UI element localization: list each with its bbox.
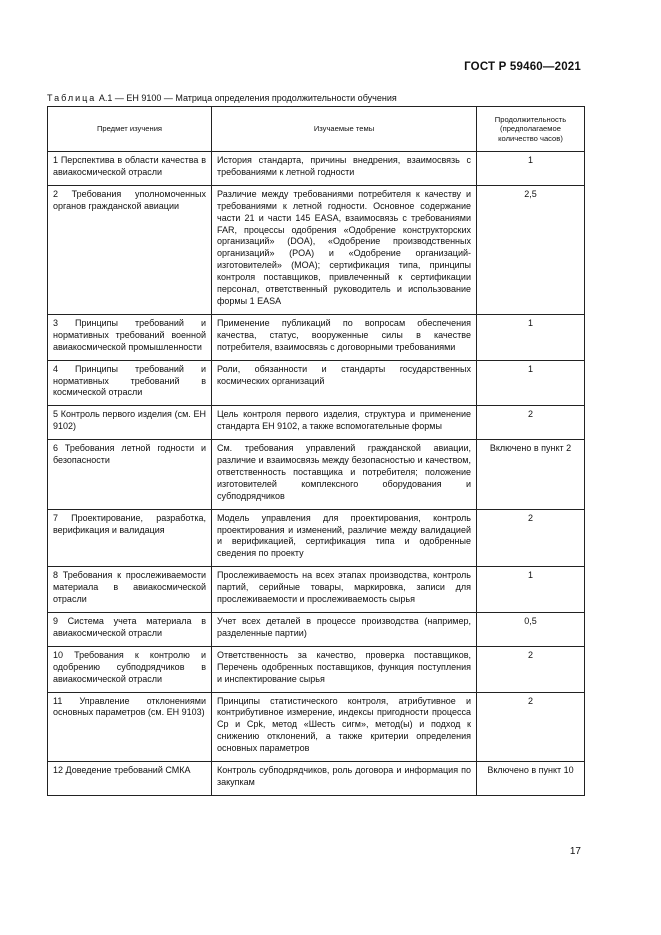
table-row	[48, 152, 585, 186]
table-row	[48, 613, 585, 647]
subject-cell: 11 Управление отклонениями основных параметров (см. ЕН 9103)	[48, 692, 212, 762]
table-caption	[47, 93, 397, 103]
topics-cell: См. требования управлений гражданской авиации, различие и взаимосвязь между безопасностью и качеством, ответственность поставщика и потребителя; положение изготовителей комплексного оборудования и субподрядчиков	[212, 440, 477, 510]
table-row	[48, 406, 585, 440]
subject-cell: 1 Перспектива в области качества в авиакосмической отрасли	[48, 152, 212, 186]
subject-cell: 10 Требования к контролю и одобрению субподрядчиков в авиакосмической отрасли	[48, 646, 212, 692]
table-row	[48, 185, 585, 314]
table-row	[48, 646, 585, 692]
page-number: 17	[569, 846, 581, 857]
table-body	[48, 152, 585, 796]
subject-cell: 12 Доведение требований СМКА	[48, 762, 212, 796]
table-row	[48, 360, 585, 406]
hours-cell: 1	[477, 314, 585, 360]
topics-cell: Ответственность за качество, проверка поставщиков, Перечень одобренных поставщиков, функция поступления и инспектирование сырья	[212, 646, 477, 692]
hours-cell: 0,5	[477, 613, 585, 647]
table-row	[48, 509, 585, 567]
topics-cell: Роли, обязанности и стандарты государственных космических организаций	[212, 360, 477, 406]
subject-cell: 4 Принципы требований и нормативных требований в космической отрасли	[48, 360, 212, 406]
subject-cell: 2 Требования уполномоченных органов гражданской авиации	[48, 185, 212, 314]
hours-cell: 2	[477, 509, 585, 567]
column-header-subject: Предмет изучения	[48, 107, 212, 152]
subject-cell: 3 Принципы требований и нормативных требований военной авиакосмической промышленности	[48, 314, 212, 360]
hours-cell: Включено в пункт 2	[477, 440, 585, 510]
topics-cell: Прослеживаемость на всех этапах производства, контроль партий, серийные товары, маркировка, записи для прослеживаемости и прослеживаемость сырья	[212, 567, 477, 613]
subject-cell: 6 Требования летной годности и безопасности	[48, 440, 212, 510]
subject-cell: 9 Система учета материала в авиакосмической отрасли	[48, 613, 212, 647]
table-row	[48, 762, 585, 796]
table-header-row	[48, 107, 585, 152]
topics-cell: Принципы статистического контроля, атрибутивное и контрибутивное измерение, индексы пригодности процесса Ср и Срk, метод «Шесть сигм», метод(ы) и подход к снижению отклонений, а также критерии определения основных параметров	[212, 692, 477, 762]
training-matrix-table	[47, 106, 585, 796]
caption-text: А.1 — ЕН 9100 — Матрица определения продолжительности обучения	[98, 93, 397, 103]
table-row	[48, 440, 585, 510]
topics-cell: Цель контроля первого изделия, структура и применение стандарта ЕН 9102, а также вспомогательные формы	[212, 406, 477, 440]
topics-cell: История стандарта, причины внедрения, взаимосвязь с требованиями к летной годности	[212, 152, 477, 186]
table-row	[48, 567, 585, 613]
topics-cell: Различие между требованиями потребителя к качеству и требованиями к летной годности. Основное содержание части 21 и части 145 EASA, взаимосвязь с требованиями FAR, процессы одобрения «Одобрение конструкторских организаций» (DOA), «Одобрение производственных организаций» (POA) и «Одобрение организаций-изготовителей» (MOA); сертификация типа, принципы контроля поставщиков, привлеченный к сертификации персонал, ответственный руководитель и использование формы 1 EASA	[212, 185, 477, 314]
subject-cell: 7 Проектирование, разработка, верификация и валидация	[48, 509, 212, 567]
hours-cell: 2	[477, 646, 585, 692]
hours-cell: 2,5	[477, 185, 585, 314]
hours-cell: 1	[477, 567, 585, 613]
topics-cell: Учет всех деталей в процессе производства (например, разделенные партии)	[212, 613, 477, 647]
subject-cell: 5 Контроль первого изделия (см. ЕН 9102)	[48, 406, 212, 440]
topics-cell: Применение публикаций по вопросам обеспечения качества, статус, вооруженные силы в качестве потребителя, взаимосвязь с договорными требованиями	[212, 314, 477, 360]
standard-header: ГОСТ Р 59460—2021	[464, 61, 581, 73]
column-header-duration: Продолжительность (предполагаемое количество часов)	[477, 107, 585, 152]
hours-cell: 1	[477, 360, 585, 406]
column-header-topics: Изучаемые темы	[212, 107, 477, 152]
hours-cell: 1	[477, 152, 585, 186]
caption-label: Таблица	[47, 93, 97, 103]
table-row	[48, 314, 585, 360]
topics-cell: Модель управления для проектирования, контроль проектирования и изменений, различие между валидацией и верификацией, сертификация типа и одобренные сведения по проекту	[212, 509, 477, 567]
topics-cell: Контроль субподрядчиков, роль договора и информация по закупкам	[212, 762, 477, 796]
hours-cell: Включено в пункт 10	[477, 762, 585, 796]
hours-cell: 2	[477, 406, 585, 440]
hours-cell: 2	[477, 692, 585, 762]
table-row	[48, 692, 585, 762]
subject-cell: 8 Требования к прослеживаемости материала в авиакосмической отрасли	[48, 567, 212, 613]
